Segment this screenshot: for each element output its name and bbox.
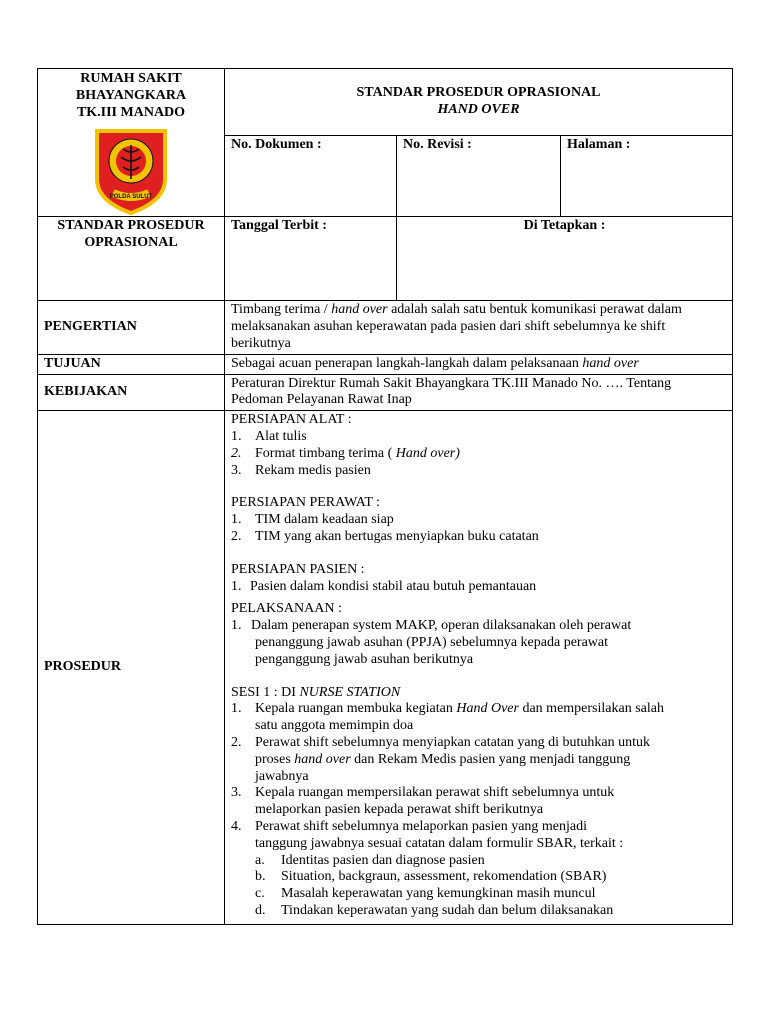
persiapan-perawat-title: PERSIAPAN PERAWAT : bbox=[231, 495, 381, 511]
persiapan-pasien-title: PERSIAPAN PASIEN : bbox=[231, 561, 365, 577]
logo-text: POLDA SULUT bbox=[109, 194, 153, 201]
persiapan-perawat-list bbox=[231, 512, 726, 546]
pengertian-t2: hand over bbox=[331, 302, 388, 318]
persiapan-alat-title: PERSIAPAN ALAT : bbox=[231, 412, 352, 428]
tujuan-t1: Sebagai acuan penerapan langkah-langkah dalam pelaksanaan bbox=[231, 355, 583, 371]
list-item: 1. TIM dalam keadaan siap bbox=[231, 512, 394, 528]
list-item: 1. Pasien dalam kondisi stabil atau butuh pemantauan bbox=[231, 578, 537, 594]
spo-label-line2: OPRASIONAL bbox=[84, 235, 178, 251]
list-item: 3. Rekam medis pasien bbox=[231, 462, 371, 478]
list-item: c. Masalah keperawatan yang kemungkinan masih muncul bbox=[255, 886, 596, 902]
pengertian-text bbox=[225, 301, 733, 354]
list-item: a. Identitas pasien dan diagnose pasien bbox=[255, 852, 485, 868]
hospital-header-cell bbox=[38, 69, 225, 217]
sesi-item-3: 3. Kepala ruangan mempersilakan perawat shift sebelumnya untuk melaporkan pasien kepada perawat shift berikutnya bbox=[231, 785, 615, 818]
persiapan-pasien-list bbox=[231, 579, 726, 596]
spo-label-line1: STANDAR PROSEDUR bbox=[57, 218, 205, 234]
sbar-sublist bbox=[231, 853, 726, 920]
halaman-cell: Halaman : bbox=[561, 136, 733, 217]
no-dokumen-cell: No. Dokumen : bbox=[225, 136, 397, 217]
police-hospital-logo bbox=[93, 127, 169, 215]
list-item: 1. Alat tulis bbox=[231, 428, 307, 444]
kebijakan-label: KEBIJAKAN bbox=[38, 374, 225, 411]
hospital-name-line1: RUMAH SAKIT bbox=[80, 71, 182, 86]
list-item: b. Situation, backgraun, assessment, rekomendation (SBAR) bbox=[255, 869, 607, 885]
hospital-name-line2: BHAYANGKARA bbox=[75, 87, 187, 103]
document-subtitle: HAND OVER bbox=[437, 101, 520, 117]
kebijakan-text: Peraturan Direktur Rumah Sakit Bhayangkara TK.III Manado No. …. Tentang Pedoman Pelayanan Rawat Inap bbox=[225, 374, 733, 411]
hospital-name-line3: TK.III MANADO bbox=[76, 104, 186, 120]
pelaksanaan-item-1: 1. Dalam penerapan system MAKP, operan dilaksanakan oleh perawat penanggung jawab asuhan (PPJA) sebelumnya kepada perawat penganggung jawab asuhan berikutnya bbox=[231, 618, 632, 667]
pengertian-t1: Timbang terima / bbox=[231, 302, 332, 318]
persiapan-alat-list bbox=[231, 429, 726, 479]
pengertian-label: PENGERTIAN bbox=[38, 301, 225, 354]
list-item: d. Tindakan keperawatan yang sudah dan belum dilaksanakan bbox=[255, 902, 614, 918]
prosedur-label: PROSEDUR bbox=[38, 411, 225, 925]
list-item: 2. Format timbang terima ( Hand over) bbox=[231, 445, 460, 461]
tujuan-label: TUJUAN bbox=[38, 354, 225, 374]
sesi-1-title: SESI 1 : DI NURSE STATION bbox=[231, 684, 401, 700]
sop-document-table bbox=[37, 68, 733, 925]
spo-label-cell bbox=[38, 217, 225, 301]
sesi-item-2: 2. Perawat shift sebelumnya menyiapkan catatan yang di butuhkan untuk proses hand over dan Rekam Medis pasien yang menjadi tanggung jawabnya bbox=[231, 734, 651, 784]
document-title-cell bbox=[225, 69, 733, 136]
tanggal-terbit-cell: Tanggal Terbit : bbox=[225, 217, 397, 301]
pelaksanaan-title: PELAKSANAAN : bbox=[231, 601, 342, 617]
pengertian-t3: adalah salah satu bentuk komunikasi perawat dalam melaksanakan asuhan keperawatan pada pasien dari shift sebelumnya ke shift berikutnya bbox=[231, 302, 682, 351]
document-title: STANDAR PROSEDUR OPRASIONAL bbox=[356, 84, 601, 100]
di-tetapkan-cell: Di Tetapkan : bbox=[397, 217, 733, 301]
no-revisi-cell: No. Revisi : bbox=[397, 136, 561, 217]
sesi-item-4: 4. Perawat shift sebelumnya melaporkan pasien yang menjadi tanggung jawabnya sesuai catatan dalam formulir SBAR, terkait : a. Identitas pasien dan diagnose pasien b. Situation, backgraun, assessment, rekomendation (SBAR) c. Masalah keperawatan yang kemungkinan masih muncul d. Tindakan keperawatan yang sudah dan belum dilaksanakan bbox=[231, 819, 726, 920]
prosedur-content bbox=[225, 411, 733, 925]
list-item: 2. TIM yang akan bertugas menyiapkan buku catatan bbox=[231, 528, 539, 544]
sesi-item-1: 1. Kepala ruangan membuka kegiatan Hand Over dan mempersilakan salah satu anggota memimpin doa bbox=[231, 701, 664, 734]
tujuan-text bbox=[225, 354, 733, 374]
tujuan-t2: hand over bbox=[582, 355, 639, 371]
